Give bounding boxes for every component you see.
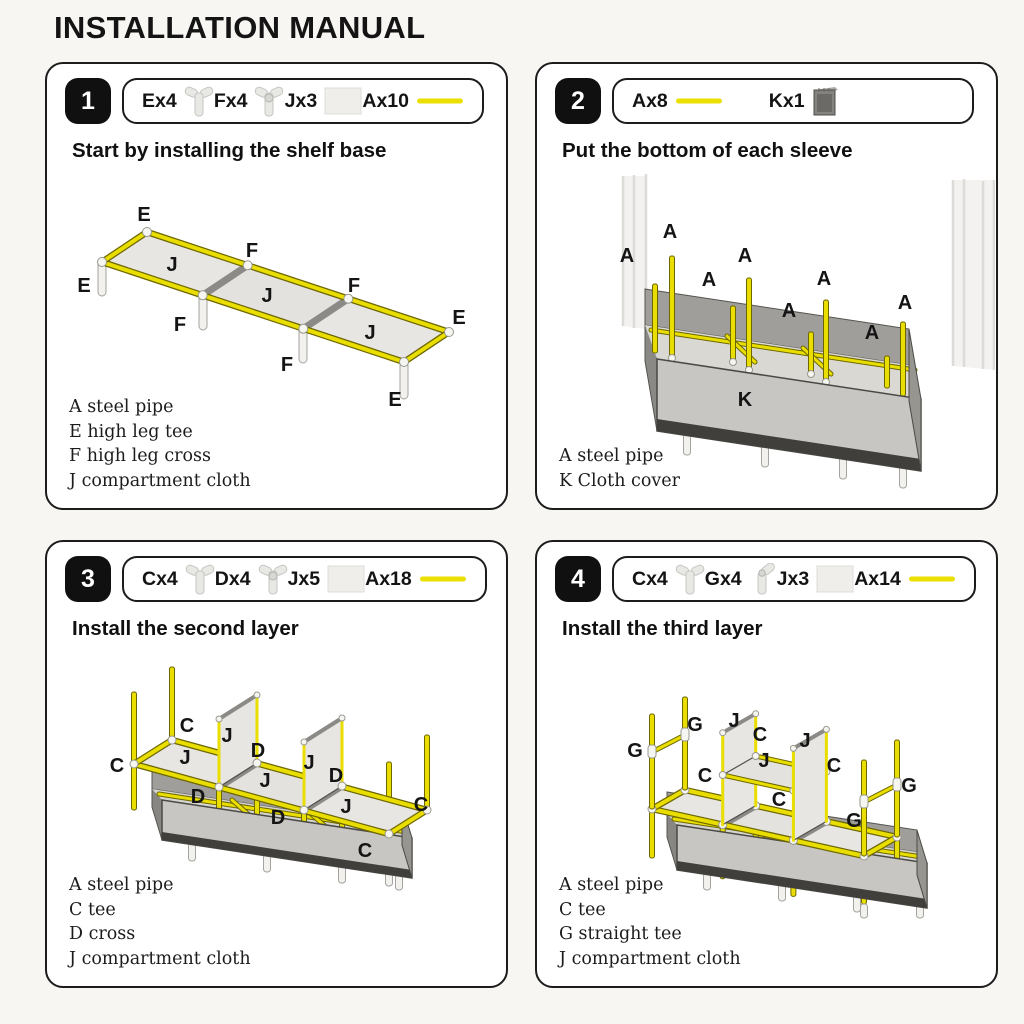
legend-line: D cross: [69, 924, 136, 944]
part-item: [632, 563, 705, 595]
step-number-badge: 1: [65, 78, 111, 124]
diagram-label-C: C: [771, 789, 787, 811]
diagram-label-A: A: [619, 245, 635, 267]
step-panel-4: [535, 540, 998, 988]
diagram-label-F: F: [347, 275, 361, 297]
legend-line: G straight tee: [559, 924, 682, 944]
step-number-badge: 4: [555, 556, 601, 602]
legend-line: A steel pipe: [559, 875, 664, 895]
parts-legend: [69, 395, 251, 493]
diagram-label-J: J: [261, 285, 273, 307]
parts-list: [612, 556, 976, 602]
part-item: [285, 87, 363, 115]
part-item: [632, 90, 723, 113]
diagram-label-J: J: [179, 747, 191, 769]
diagram-label-C: C: [826, 755, 842, 777]
part-item: [777, 565, 855, 593]
legend-line: E high leg tee: [69, 421, 193, 442]
parts-list: [122, 556, 487, 602]
part-count-label: Kx1: [768, 89, 805, 112]
diagram-label-G: G: [627, 740, 643, 762]
legend-line: J compartment cloth: [559, 948, 741, 969]
diagram-label-D: D: [270, 807, 286, 829]
diagram-label-D: D: [190, 786, 206, 808]
diagram-label-C: C: [752, 724, 768, 746]
diagram-label-J: J: [799, 730, 811, 752]
diagram-label-G: G: [846, 810, 862, 832]
part-count-label: Cx4: [632, 567, 668, 590]
diagram-label-F: F: [245, 240, 259, 262]
part-count-label: Ax14: [854, 567, 901, 590]
cover-icon: [812, 85, 840, 117]
diagram-label-J: J: [758, 750, 770, 772]
diagram-label-C: C: [413, 794, 429, 816]
part-count-label: Ax10: [362, 89, 409, 112]
part-item: [705, 563, 777, 595]
step-caption: Install the third layer: [562, 617, 763, 640]
diagram-label-F: F: [173, 314, 187, 336]
step-caption: Put the bottom of each sleeve: [562, 139, 853, 162]
part-item: [854, 568, 956, 591]
part-item: [142, 563, 215, 595]
legend-line: A steel pipe: [69, 875, 174, 895]
part-count-label: Ax18: [365, 567, 412, 590]
diagram-label-J: J: [221, 725, 233, 747]
tee-connector-icon: [185, 563, 215, 595]
part-count-label: Jx3: [284, 89, 318, 112]
part-item: [215, 563, 288, 595]
legend-line: F high leg cross: [69, 446, 211, 466]
step-number-badge: 2: [555, 78, 601, 124]
pipe-icon: [675, 97, 723, 105]
part-item: [214, 85, 285, 117]
diagram-label-J: J: [166, 254, 178, 276]
step-number-badge: 3: [65, 556, 111, 602]
diagram-label-J: J: [340, 796, 352, 818]
part-count-label: Dx4: [214, 567, 251, 590]
diagram-label-C: C: [109, 755, 125, 777]
part-item: [288, 565, 366, 593]
parts-legend: [559, 444, 680, 493]
diagram-label-J: J: [364, 322, 376, 344]
diagram-bottom-sleeve: [537, 64, 995, 507]
legend-line: K Cloth cover: [559, 470, 680, 491]
diagram-label-D: D: [328, 765, 344, 787]
part-item: [142, 85, 214, 117]
diagram-label-A: A: [864, 322, 880, 344]
pipe-icon: [908, 575, 956, 583]
diagram-label-E: E: [77, 275, 91, 297]
diagram-label-J: J: [728, 710, 740, 732]
legend-line: C tee: [69, 899, 116, 920]
diagram-label-E: E: [452, 307, 466, 329]
diagram-label-A: A: [662, 221, 678, 243]
diagram-label-E: E: [388, 389, 402, 411]
parts-legend: [69, 873, 251, 971]
pipe-icon: [419, 575, 467, 583]
diagram-label-C: C: [179, 715, 195, 737]
step-caption: Start by installing the shelf base: [72, 139, 387, 162]
diagram-label-A: A: [816, 268, 832, 290]
diagram-label-G: G: [687, 714, 703, 736]
tee-connector-icon: [675, 563, 705, 595]
diagram-label-D: D: [250, 740, 266, 762]
diagram-label-A: A: [701, 269, 717, 291]
diagram-label-K: K: [737, 389, 753, 411]
step-panel-3: [45, 540, 508, 988]
step-panel-2: [535, 62, 998, 510]
diagram-label-G: G: [901, 775, 917, 797]
cross-connector-icon: [258, 563, 288, 595]
legend-line: A steel pipe: [559, 446, 664, 466]
elbow-connector-icon: [749, 563, 777, 595]
diagram-label-J: J: [303, 752, 315, 774]
part-item: [365, 568, 467, 591]
cloth-panel-icon: [324, 87, 362, 115]
part-count-label: Jx5: [287, 567, 321, 590]
legend-line: C tee: [559, 899, 606, 920]
part-count-label: Ax8: [632, 89, 668, 112]
diagram-label-C: C: [357, 840, 373, 862]
part-count-label: Cx4: [142, 567, 178, 590]
legend-line: A steel pipe: [69, 397, 174, 417]
cloth-panel-icon: [816, 565, 854, 593]
step-panel-1: [45, 62, 508, 510]
legend-line: J compartment cloth: [69, 470, 251, 491]
parts-legend: [559, 873, 741, 971]
cloth-panel-icon: [327, 565, 365, 593]
diagram-label-E: E: [137, 204, 151, 226]
diagram-label-J: J: [259, 770, 271, 792]
part-count-label: Ex4: [142, 89, 177, 112]
step-caption: Install the second layer: [72, 617, 299, 640]
parts-list: [612, 78, 974, 124]
diagram-label-F: F: [280, 354, 294, 376]
part-item: [362, 90, 464, 113]
part-count-label: Fx4: [213, 89, 248, 112]
tee-connector-icon: [184, 85, 214, 117]
part-item: [769, 85, 840, 117]
parts-list: [122, 78, 484, 124]
legend-line: J compartment cloth: [69, 948, 251, 969]
part-count-label: Gx4: [704, 567, 742, 590]
page-title: INSTALLATION MANUAL: [54, 10, 426, 45]
diagram-label-C: C: [697, 765, 713, 787]
pipe-icon: [416, 97, 464, 105]
cross-connector-icon: [254, 85, 284, 117]
diagram-label-A: A: [897, 292, 913, 314]
diagram-label-A: A: [737, 245, 753, 267]
part-count-label: Jx3: [776, 567, 810, 590]
diagram-label-A: A: [781, 300, 797, 322]
